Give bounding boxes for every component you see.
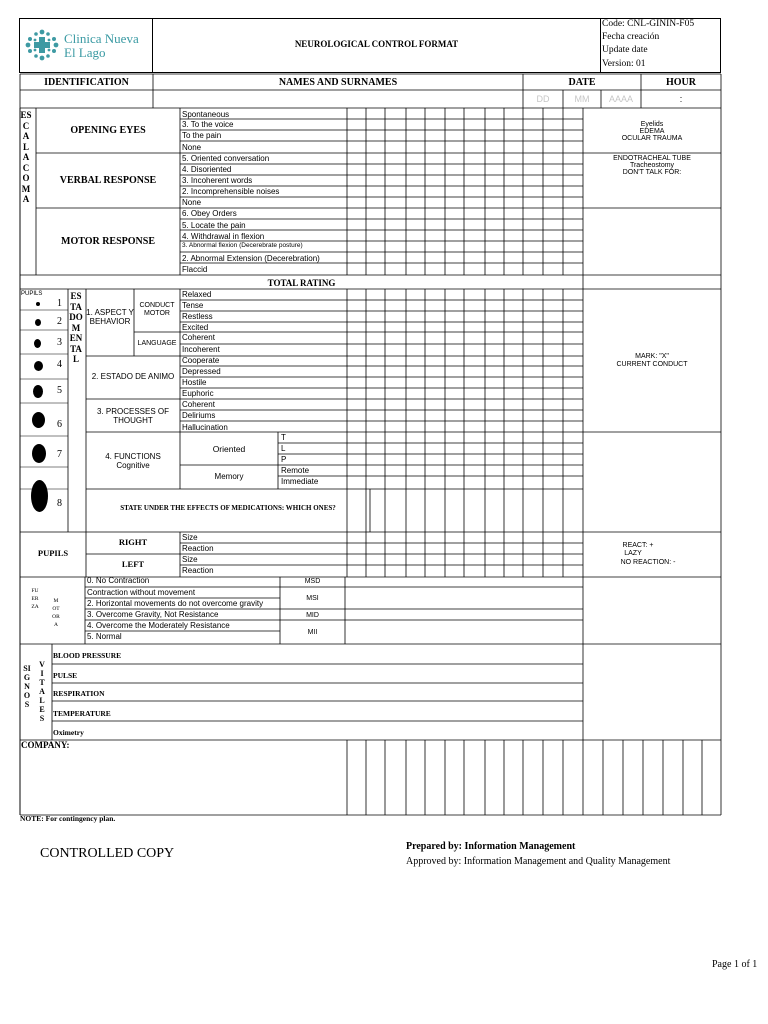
names-label: NAMES AND SURNAMES [278,77,398,88]
date-day-field[interactable]: DD [536,94,550,104]
pupil-size-8-icon [31,480,48,512]
motor-option-4: 3. Abnormal flexion (Decerebrate posture) [182,242,303,249]
verbal-option-5: None [182,198,202,207]
verbal-note-1: ENDOTRACHEAL TUBE [613,155,691,162]
strength-option-2: Contraction without movement [87,588,196,597]
vital-sign-2: PULSE [53,671,78,680]
pupils-note-1: REACT: + [622,542,654,549]
limb-mii: MII [307,629,318,636]
conduct-option-4: Excited [182,323,209,332]
date-label: DATE [568,77,596,88]
eyes-note-2: EDEMA [639,128,665,135]
thought-label [86,407,180,425]
motor-title: MOTOR RESPONSE [61,236,155,247]
functions-text: 4. FUNCTIONS Cognitive [105,452,161,470]
left-reaction-label: Reaction [182,566,214,575]
memory-option-2: Immediate [281,477,319,486]
conduct-option-2: Tense [182,301,204,310]
vital-sign-4: TEMPERATURE [53,709,111,718]
language-option-1: Coherent [182,333,215,342]
oriented-option-3: P [281,455,287,464]
pupil-right-label: RIGHT [118,537,148,547]
oriented-label: Oriented [212,444,246,454]
memory-option-1: Remote [281,466,310,475]
functions-label [100,452,166,470]
mood-option-1: Cooperate [182,356,220,365]
left-size-label: Size [182,555,198,564]
mood-option-2: Depressed [182,367,221,376]
pupil-size-7-icon [32,444,46,463]
eyes-note-3: OCULAR TRAUMA [621,135,683,142]
pupil-size-number-3: 3 [57,337,62,348]
escala-coma-vertical: ESCALA COMA [20,110,32,204]
identification-label: IDENTIFICATION [44,77,129,88]
company-label: COMPANY: [21,740,70,750]
form-title: NEUROLOGICAL CONTROL FORMAT [294,39,459,49]
mental-note-2: CURRENT CONDUCT [616,361,688,368]
mood-label: 2. ESTADO DE ANIMO [91,372,175,381]
strength-option-3: 2. Horizontal movements do not overcome gravity [87,599,264,608]
mood-option-4: Euphoric [182,389,214,398]
pupil-size-number-8: 8 [57,498,62,509]
page-number: Page 1 of 1 [712,959,758,970]
prepared-by: Prepared by: Information Management [406,841,576,852]
eyes-option-2: 3. To the voice [182,120,234,129]
hour-label: HOUR [666,77,696,88]
pupil-size-number-5: 5 [57,385,62,396]
estado-mental-vertical: ESTADO MENTAL [69,291,83,364]
medications-label: STATE UNDER THE EFFECTS OF MEDICATIONS: WHICH ONES? [120,504,336,512]
thought-text: 3. PROCESSES OF THOUGHT [96,407,170,425]
eyes-title: OPENING EYES [70,125,146,136]
signos-vertical: SIGNOS [23,664,31,709]
motor-option-1: 6. Obey Orders [182,209,237,218]
mood-option-3: Hostile [182,378,207,387]
aspect-label [86,308,134,326]
fuerza-vertical: FUERZA [31,588,39,610]
verbal-title: VERBAL RESPONSE [59,175,157,186]
pupil-size-1-icon [36,302,40,306]
pupil-size-number-2: 2 [57,316,62,327]
verbal-note-2: Tracheostomy [629,162,675,169]
verbal-option-3: 3. Incoherent words [182,176,253,185]
pupil-left-label: LEFT [121,559,145,569]
pupil-size-number-7: 7 [57,449,62,460]
conduct-motor-label [134,302,180,318]
aspect-text: 1. ASPECT Y BEHAVIOR [86,308,134,326]
vitales-vertical: VITALES [39,660,45,723]
eyes-option-4: None [182,143,202,152]
pupil-size-number-1: 1 [57,298,62,309]
logo-line-1: Clinica Nueva [64,31,139,46]
pupil-size-4-icon [34,361,43,371]
oriented-option-2: L [281,444,286,453]
oriented-option-1: T [281,433,286,442]
pupils-scale-label: PUPILS [21,291,43,297]
thought-option-1: Coherent [182,400,215,409]
pupil-size-5-icon [33,385,43,398]
conduct-motor-text: CONDUCT MOTOR [139,302,175,317]
pupils-note-2: LAZY [624,550,642,557]
pupils-note-3: NO REACTION: - [620,559,676,566]
pupil-size-2-icon [35,319,41,326]
doc-update-date: Update date [602,45,648,55]
strength-option-5: 4. Overcome the Moderately Resistance [87,621,230,630]
approved-by: Approved by: Information Management and Quality Management [406,856,671,867]
eyes-option-1: Spontaneous [182,110,230,119]
conduct-option-1: Relaxed [182,290,212,299]
footer-note: NOTE: For contingency plan. [20,814,116,823]
language-label: LANGUAGE [137,340,177,347]
limb-msd: MSD [304,578,321,585]
vital-sign-1: BLOOD PRESSURE [53,651,122,660]
right-size-label: Size [182,533,198,542]
hour-field[interactable]: : [679,94,683,104]
pupils-section-label: PUPILS [37,548,69,558]
motor-option-6: Flaccid [182,265,208,274]
motor-option-2: 5. Locate the pain [182,221,246,230]
thought-option-2: Deliriums [182,411,216,420]
thought-option-3: Hallucination [182,423,228,432]
vital-sign-5: Oximetry [53,728,84,737]
pupil-size-number-6: 6 [57,419,62,430]
limb-msi: MSI [306,595,319,602]
strength-option-1: 0. No Contraction [87,576,150,585]
motora-vertical: MOTORA [52,598,60,628]
date-year-field[interactable]: AAAA [608,94,633,104]
verbal-note-3: DON'T TALK FOR: [622,169,682,176]
date-month-field[interactable]: MM [574,94,590,104]
pupil-size-3-icon [34,339,41,348]
doc-creation-date: Fecha creación [602,32,660,42]
eyes-note-1: Eyelids [640,121,664,128]
vital-sign-3: RESPIRATION [53,689,105,698]
strength-option-4: 3. Overcome Gravity, Not Resistance [87,610,219,619]
controlled-copy: CONTROLLED COPY [40,846,175,861]
doc-version: Version: 01 [602,59,646,69]
verbal-option-1: 5. Oriented conversation [182,154,270,163]
motor-option-5: 2. Abnormal Extension (Decerebration) [182,254,320,263]
strength-option-6: 5. Normal [87,632,122,641]
total-rating-label: TOTAL RATING [267,278,336,288]
eyes-option-3: To the pain [182,131,222,140]
pupil-size-number-4: 4 [57,359,62,370]
conduct-option-3: Restless [182,312,213,321]
memory-label: Memory [214,472,244,481]
verbal-option-4: 2. Incomprehensible noises [182,187,280,196]
language-option-2: Incoherent [182,345,220,354]
mental-note-1: MARK: "X" [635,353,669,360]
limb-mid: MID [306,612,319,619]
right-reaction-label: Reaction [182,544,214,553]
pupil-size-6-icon [32,412,45,428]
doc-code: Code: CNL-GININ-F05 [602,19,695,29]
verbal-option-2: 4. Disoriented [182,165,232,174]
motor-option-3: 4. Withdrawal in flexion [182,232,265,241]
logo-line-2: El Lago [64,45,106,60]
